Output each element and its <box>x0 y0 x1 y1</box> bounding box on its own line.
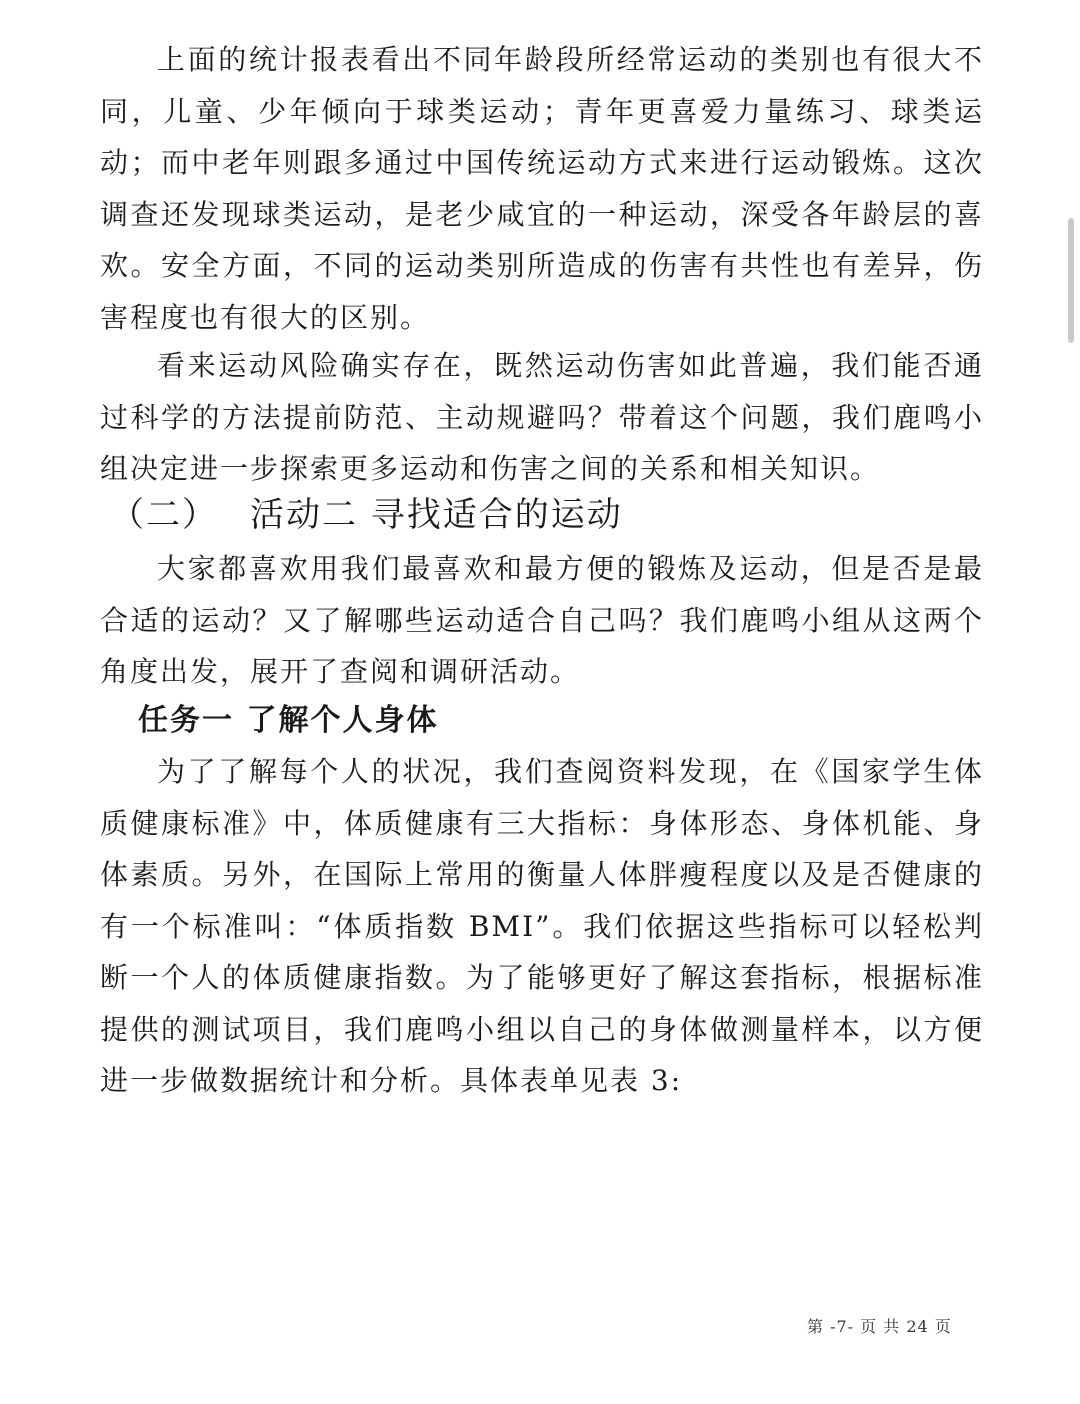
paragraph-sport-risk: 看来运动风险确实存在，既然运动伤害如此普遍，我们能否通过科学的方法提前防范、主动规避吗？带着这个问题，我们鹿鸣小组决定进一步探索更多运动和伤害之间的关系和相关知识。 <box>100 349 984 485</box>
paragraph-fitness-indicators: 为了了解每个人的状况，我们查阅资料发现，在《国家学生体质健康标准》中，体质健康有三大指标：身体形态、身体机能、身体素质。另外，在国际上常用的衡量人体胖瘦程度以及是否健康的有一个标准叫：“体质指数 BMI”。我们依据这些指标可以轻松判断一个人的体质健康指数。为了能够更好了解这套指标，根据标准提供的测试项目，我们鹿鸣小组以自己的身体做测量样本，以方便进一步做数据统计和分析。具体表单见表 3: <box>100 755 984 1097</box>
section-title: 活动二 寻找适合的运动 <box>250 495 623 535</box>
task-heading: 任务一 了解个人身体 <box>138 703 439 738</box>
section-heading <box>110 487 623 536</box>
paragraph-suitable-sport: 大家都喜欢用我们最喜欢和最方便的锻炼及运动，但是否是最合适的运动？又了解哪些运动适合自己吗？我们鹿鸣小组从这两个角度出发，展开了查阅和调研活动。 <box>100 552 984 688</box>
vertical-scrollbar[interactable] <box>1068 218 1074 343</box>
paragraph-sport-types-by-age: 上面的统计报表看出不同年龄段所经常运动的类别也有很大不同，儿童、少年倾向于球类运动；青年更喜爱力量练习、球类运动；而中老年则跟多通过中国传统运动方式来进行运动锻炼。这次调查还发现球类运动，是老少咸宜的一种运动，深受各年龄层的喜欢。安全方面，不同的运动类别所造成的伤害有共性也有差异，伤害程度也有很大的区别。 <box>100 43 984 334</box>
page-number-footer: 第 -7- 页 共 24 页 <box>807 1317 952 1336</box>
section-number: （二） <box>110 495 218 535</box>
